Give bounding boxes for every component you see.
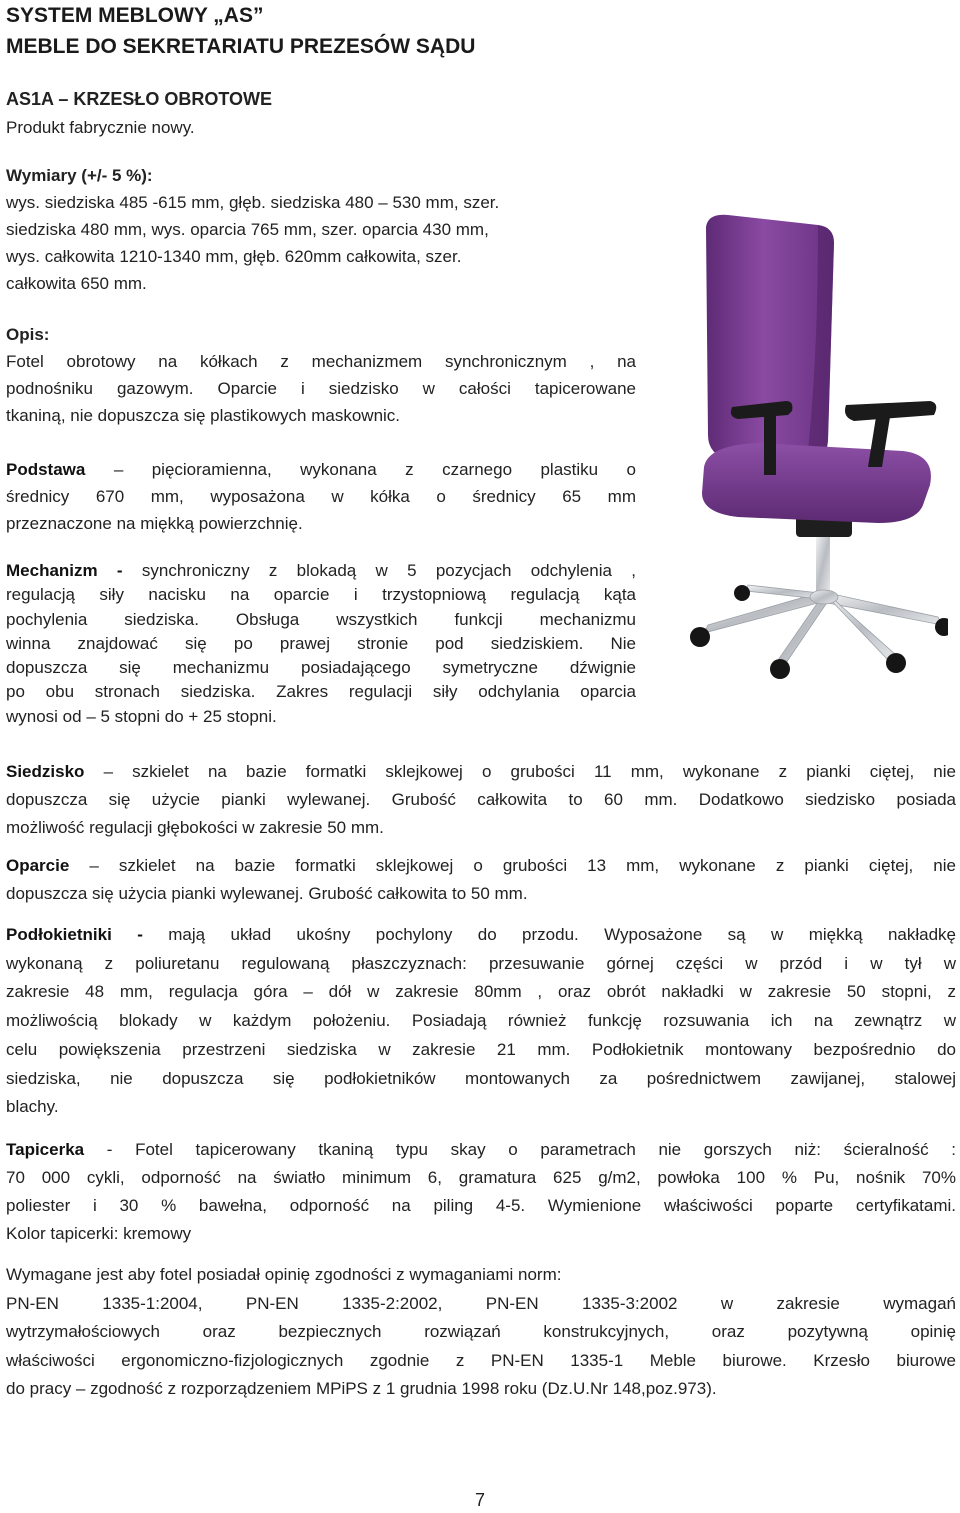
mechanism-line: dopuszcza się mechanizmu posiadającego symetryczne dźwignie <box>6 658 636 678</box>
upholstery-section <box>6 1136 956 1248</box>
upholstery-line: Kolor tapicerki: kremowy <box>6 1224 192 1243</box>
mechanism-line: winna znajdować się po prawej stronie pod siedziskiem. Nie <box>6 633 636 653</box>
upholstery-term: Tapicerka <box>6 1140 85 1159</box>
base-line: przeznaczone na miękką powierzchnię. <box>6 514 303 533</box>
dimensions-line: wys. siedziska 485 -615 mm, głęb. siedziska 480 – 530 mm, szer. <box>6 193 500 212</box>
backrest-section <box>6 852 956 908</box>
chair-seat <box>702 443 931 523</box>
norms-line: wytrzymałościowych oraz bezpiecznych rozwiązań konstrukcyjnych, oraz pozytywną opinię <box>6 1322 956 1341</box>
page-number: 7 <box>474 1490 485 1510</box>
mechanism-line: pochylenia siedziska. Obsługa wszystkich funkcji mechanizmu <box>6 609 636 629</box>
upholstery-line: - Fotel tapicerowany tkaniną typu skay o parametrach nie gorszych niż: ścieralność : <box>106 1140 956 1159</box>
mechanism-line: po obu stronach siedziska. Zakres regulacji siły odchylania oparcia <box>6 682 636 702</box>
base-line: – pięcioramienna, wykonana z czarnego plastiku o <box>113 460 636 479</box>
dimensions-line: całkowita 650 mm. <box>6 274 147 293</box>
mechanism-line: synchroniczny z blokadą w 5 pozycjach odchylenia , <box>141 561 636 580</box>
norms-line: właściwości ergonomiczno-fizjologicznych zgodnie z PN-EN 1335-1 Meble biurowe. Krzesło biurowe <box>6 1350 956 1370</box>
mechanism-section <box>6 559 636 729</box>
base-term: Podstawa <box>6 460 86 479</box>
seat-line: możliwość regulacji głębokości w zakresie 50 mm. <box>6 818 384 837</box>
document-title-line1: SYSTEM MEBLOWY „AS” <box>6 4 264 27</box>
product-condition: Produkt fabrycznie nowy. <box>6 118 195 137</box>
armrests-line: możliwością blokady w każdym położeniu. Posiadają również funkcję rozsuwania ich na zewnątrz w <box>6 1011 956 1031</box>
armrests-line: blachy. <box>6 1097 59 1117</box>
backrest-line: dopuszcza się użycia pianki wylewanej. Grubość całkowita to 50 mm. <box>6 884 528 903</box>
armrests-line: mają układ ukośny pochylony do przodu. Wyposażone są w miękką nakładkę <box>168 925 956 944</box>
dimensions-line: wys. całkowita 1210-1340 mm, głęb. 620mm całkowita, szer. <box>6 247 462 266</box>
mechanism-term: Mechanizm - <box>6 561 123 580</box>
seat-line: dopuszcza się użycie pianki wylewanej. Grubość całkowita to 60 mm. Dodatkowo siedzisko posiada <box>6 790 956 809</box>
mechanism-line: regulacją siły nacisku na oparcie i trzystopniową regulacją kąta <box>6 585 636 605</box>
seat-line: – szkielet na bazie formatki sklejkowej o grubości 11 mm, wykonane z pianki ciętej, nie <box>103 762 956 781</box>
norms-line: Wymagane jest aby fotel posiadał opinię zgodności z wymaganiami norm: <box>6 1265 562 1284</box>
backrest-line: – szkielet na bazie formatki sklejkowej o grubości 13 mm, wykonane z pianki ciętej, nie <box>89 856 956 875</box>
description-heading: Opis: <box>6 325 50 344</box>
norms-line: PN-EN 1335-1:2004, PN-EN 1335-2:2002, PN-EN 1335-3:2002 w zakresie wymagań <box>6 1293 956 1313</box>
armrests-section <box>6 921 956 1122</box>
base-line: średnicy 670 mm, wyposażona w kółka o średnicy 65 mm <box>6 487 636 506</box>
document-title-line2: MEBLE DO SEKRETARIATU PREZESÓW SĄDU <box>6 35 476 58</box>
chair-armrest-right <box>845 401 936 421</box>
dimensions-section <box>6 162 636 297</box>
seat-term: Siedzisko <box>6 762 85 781</box>
armrests-line: celu powiększenia przestrzeni siedziska w zakresie 21 mm. Podłokietnik montowany bezpośrednio do <box>6 1039 956 1059</box>
description-section <box>6 321 636 429</box>
chair-gas-lift <box>816 535 830 593</box>
armrests-term: Podłokietniki - <box>6 925 143 944</box>
armrests-line: wykonaną z poliuretanu regulowaną płaszczyznach: przesuwanie górnej części w przód i w tył w <box>6 953 956 973</box>
description-line: Fotel obrotowy na kółkach z mechanizmem synchronicznym , na <box>6 352 636 371</box>
armrests-line: zakresie 48 mm, regulacja góra – dół w zakresie 80mm , oraz obrót nakładki w zakresie 50 stopni, z <box>6 982 956 1002</box>
dimensions-heading: Wymiary (+/- 5 %): <box>6 166 153 185</box>
base-section <box>6 456 636 537</box>
norms-line: do pracy – zgodność z rozporządzeniem MPiPS z 1 grudnia 1998 roku (Dz.U.Nr 148,poz.973). <box>6 1379 717 1398</box>
seat-section <box>6 758 956 842</box>
office-chair-image <box>668 205 948 685</box>
description-line: tkaniną, nie dopuszcza się plastikowych maskownic. <box>6 406 401 425</box>
upholstery-line: poliester i 30 % bawełna, odporność na piling 4-5. Wymienione właściwości poparte certyfikatami. <box>6 1196 956 1215</box>
product-title: AS1A – KRZESŁO OBROTOWE <box>6 89 273 109</box>
description-line: podnośniku gazowym. Oparcie i siedzisko w całości tapicerowane <box>6 379 636 398</box>
backrest-term: Oparcie <box>6 856 70 875</box>
norms-section <box>6 1261 956 1404</box>
dimensions-line: siedziska 480 mm, wys. oparcia 765 mm, szer. oparcia 430 mm, <box>6 220 489 239</box>
armrests-line: siedziska, nie dopuszcza się podłokietników montowanych za pośrednictwem zawijanej, stalowej <box>6 1068 956 1088</box>
upholstery-line: 70 000 cykli, odporność na światło minimum 6, gramatura 625 g/m2, powłoka 100 % Pu, nośnik 70% <box>6 1168 956 1187</box>
mechanism-line: wynosi od – 5 stopni do + 25 stopni. <box>6 706 277 726</box>
